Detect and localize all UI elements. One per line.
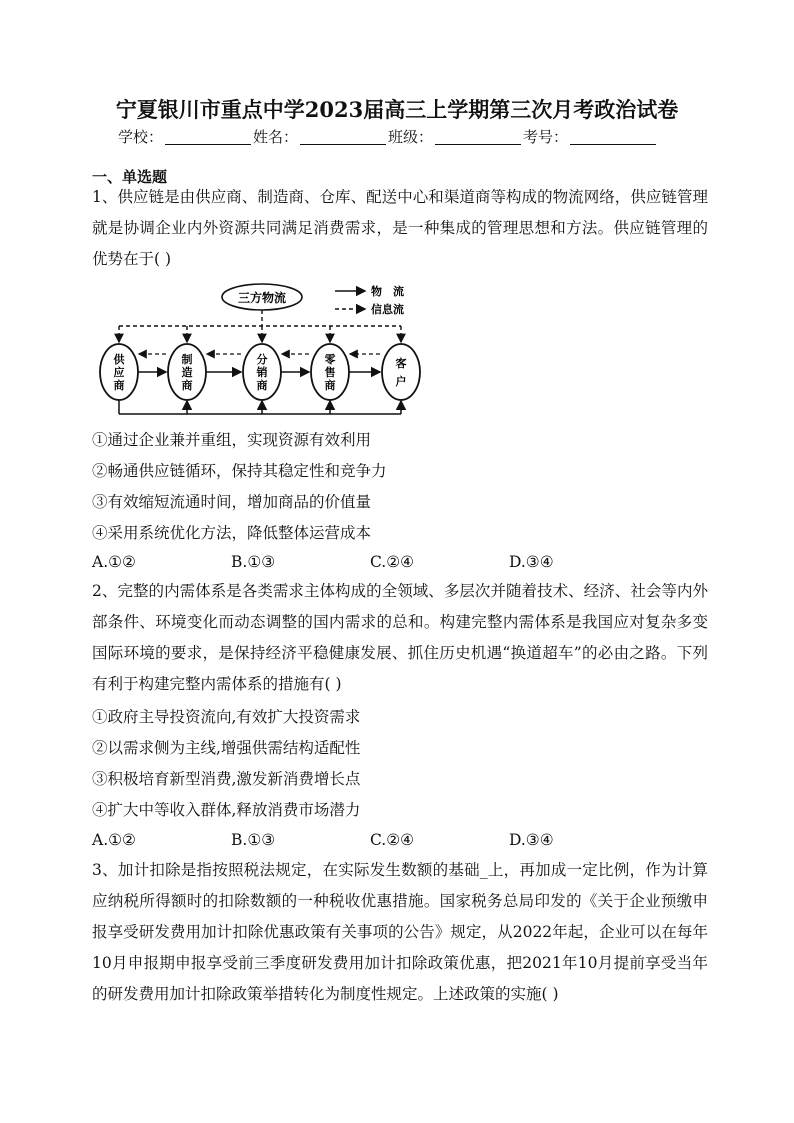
question-2-choice-b[interactable]: B.①③	[231, 831, 276, 849]
question-1-option-2: ②畅通供应链循环，保持其稳定性和竞争力	[92, 462, 387, 480]
legend-solid-label: 物 流	[371, 285, 404, 298]
supply-chain-diagram	[95, 280, 435, 420]
third-party-logistics-label: 三方物流	[237, 291, 287, 305]
question-1-choice-b[interactable]: B.①③	[231, 553, 276, 571]
question-2-choices	[92, 831, 708, 849]
school-label: 学校：	[118, 128, 164, 146]
question-1-option-4: ④采用系统优化方法，降低整体运营成本	[92, 524, 372, 542]
node-label-2: 分销商	[256, 353, 268, 392]
question-2-option-3: ③积极培育新型消费,激发新消费增长点	[92, 770, 361, 788]
student-info-line	[118, 126, 678, 147]
node-label-0: 供应商	[113, 353, 125, 392]
question-1-choice-d[interactable]: D.③④	[509, 553, 554, 571]
node-label-1: 制造商	[181, 353, 193, 392]
question-3-stem: 3、加计扣除是指按照税法规定，在实际发生数额的基础_上，再加成一定比例，作为计算应纳税所得额时的扣除数额的一种税收优惠措施。国家税务总局印发的《关于企业预缴申报享受研发费用加计扣除优惠政策有关事项的公告》规定，从2022年起，企业可以在每年10月申报期申报享受前三季度研发费用加计扣除政策优惠，把2021年10月提前享受当年的研发费用加计扣除政策举措转化为制度性规定。上述政策的实施( )	[92, 861, 708, 1003]
page-title: 宁夏银川市重点中学2023届高三上学期第三次月考政治试卷	[115, 97, 679, 122]
question-2-option-4: ④扩大中等收入群体,释放消费市场潜力	[92, 801, 361, 819]
number-blank[interactable]	[570, 128, 656, 145]
question-1-choice-a[interactable]: A.①②	[92, 553, 136, 571]
number-label: 考号：	[523, 128, 569, 146]
legend-dashed-label: 信息流	[371, 303, 404, 316]
question-2-stem: 2、完整的内需体系是各类需求主体构成的全领域、多层次并随着技术、经济、社会等内外部条件、环境变化而动态调整的国内需求的总和。构建完整内需体系是我国应对复杂多变国际环境的要求，是保持经济平稳健康发展、抓住历史机遇“换道超车”的必由之路。下列有利于构建完整内需体系的措施有( )	[92, 582, 708, 693]
question-1-choice-c[interactable]: C.②④	[370, 553, 415, 571]
question-1-option-1: ①通过企业兼并重组，实现资源有效利用	[92, 431, 372, 449]
name-label: 姓名：	[253, 128, 299, 146]
question-2-choice-c[interactable]: C.②④	[370, 831, 415, 849]
school-blank[interactable]	[165, 128, 251, 145]
class-blank[interactable]	[435, 128, 521, 145]
class-label: 班级：	[388, 128, 434, 146]
question-1-option-3: ③有效缩短流通时间，增加商品的价值量	[92, 493, 372, 511]
name-blank[interactable]	[300, 128, 386, 145]
node-label-4: 客户	[395, 357, 407, 388]
question-2-choice-d[interactable]: D.③④	[509, 831, 554, 849]
section-heading: 一、单选题	[92, 168, 168, 186]
question-2-choice-a[interactable]: A.①②	[92, 831, 136, 849]
question-2-option-1: ①政府主导投资流向,有效扩大投资需求	[92, 708, 361, 726]
question-1-stem: 1、供应链是由供应商、制造商、仓库、配送中心和渠道商等构成的物流网络，供应链管理就是协调企业内外资源共同满足消费需求，是一种集成的管理思想和方法。供应链管理的优势在于( )	[92, 188, 708, 268]
question-2-option-2: ②以需求侧为主线,增强供需结构适配性	[92, 739, 361, 757]
supply-chain-svg	[95, 280, 435, 420]
question-1-choices	[92, 553, 708, 571]
node-customer	[382, 344, 420, 400]
node-label-3: 零售商	[324, 353, 336, 392]
